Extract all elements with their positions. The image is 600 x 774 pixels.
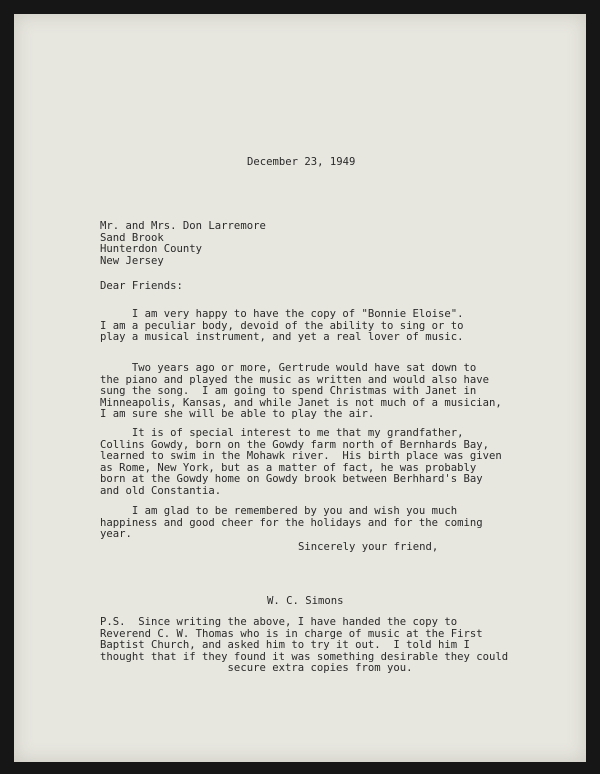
text-line: learned to swim in the Mohawk river. His birth place was given — [100, 450, 502, 463]
text-line: I am glad to be remembered by you and wish you much — [100, 505, 458, 517]
text-line: Minneapolis, Kansas, and while Janet is not much of a musician, — [100, 396, 502, 409]
address-line: Mr. and Mrs. Don Larremore — [100, 220, 266, 232]
text-line: I am a peculiar body, devoid of the ability to sing or to — [100, 319, 464, 332]
letter-sheet — [14, 14, 586, 762]
text-line: as Rome, New York, but as a matter of fact, he was probably — [100, 461, 477, 474]
text-line: It is of special interest to me that my grandfather, — [100, 427, 464, 439]
salutation: Dear Friends: — [100, 280, 183, 292]
body-paragraph — [100, 363, 502, 421]
body-paragraph — [100, 309, 464, 344]
address-line: New Jersey — [100, 254, 164, 267]
text-line: Baptist Church, and asked him to try it out. I told him I — [100, 639, 470, 652]
text-line: I am very happy to have the copy of "Bonnie Eloise". — [100, 308, 464, 320]
closing: Sincerely your friend, — [298, 541, 439, 553]
text-line: secure extra copies from you. — [100, 662, 413, 675]
text-line: and old Constantia. — [100, 484, 222, 497]
text-line: P.S. Since writing the above, I have handed the copy to — [100, 616, 458, 628]
text-line: born at the Gowdy home on Gowdy brook between Berhhard's Bay — [100, 473, 483, 486]
text-line: I am sure she will be able to play the air. — [100, 408, 375, 421]
text-line: Two years ago or more, Gertrude would have sat down to — [100, 362, 477, 374]
text-line: the piano and played the music as written and would also have — [100, 373, 490, 386]
postscript — [100, 617, 508, 675]
text-line: happiness and good cheer for the holidays and for the coming — [100, 516, 483, 529]
text-line: thought that if they found it was something desirable they could — [100, 650, 509, 663]
address-line: Sand Brook — [100, 231, 164, 244]
body-paragraph — [100, 506, 483, 541]
recipient-address — [100, 221, 266, 267]
text-line: year. — [100, 528, 132, 541]
text-line: Reverend C. W. Thomas who is in charge of music at the First — [100, 627, 483, 640]
text-line: play a musical instrument, and yet a real lover of music. — [100, 331, 464, 344]
body-paragraph — [100, 428, 502, 498]
letter-date: December 23, 1949 — [247, 156, 356, 168]
text-line: Collins Gowdy, born on the Gowdy farm north of Bernhards Bay, — [100, 438, 490, 451]
signer-name: W. C. Simons — [267, 595, 344, 607]
address-line: Hunterdon County — [100, 243, 203, 256]
text-line: sung the song. I am going to spend Christmas with Janet in — [100, 385, 477, 398]
